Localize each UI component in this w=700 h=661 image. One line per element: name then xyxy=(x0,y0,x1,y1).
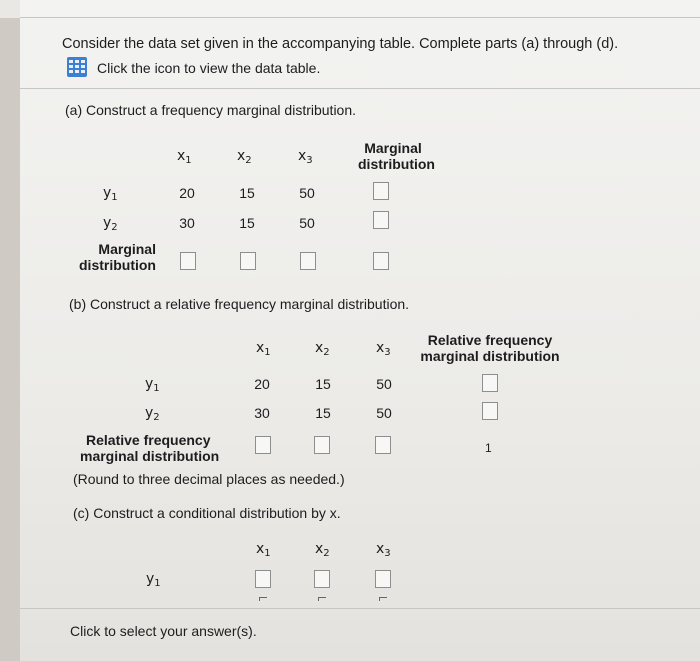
part-a-col-x2: $x_2$ xyxy=(237,148,252,166)
rounding-note: (Round to three decimal places as needed.) xyxy=(73,471,345,487)
part-b-col-x1: $x_1$ xyxy=(256,340,271,358)
part-a-col-x1: $x_1$ xyxy=(177,148,192,166)
section-divider xyxy=(20,88,700,89)
part-b-row-y2: $y_2$ xyxy=(145,405,160,423)
question-text: Consider the data set given in the accompanying table. Complete parts (a) through (d). xyxy=(62,36,619,52)
part-b-total: 1 xyxy=(485,441,492,455)
part-c-col-x1: $x_1$ xyxy=(256,541,271,559)
answer-box-a-y2[interactable] xyxy=(373,211,389,229)
part-b-col-x3: $x_3$ xyxy=(376,340,391,358)
fraction-bar-c-x3 xyxy=(379,597,387,598)
part-b-row-marginal-label: Relative frequency marginal distribution xyxy=(80,432,220,464)
answer-box-b-x3[interactable] xyxy=(375,436,391,454)
part-b-row-y1: $y_1$ xyxy=(145,376,160,394)
answer-box-a-y1[interactable] xyxy=(373,182,389,200)
part-a-row-y1: $y_1$ xyxy=(103,185,118,203)
part-a-col-x3: $x_3$ xyxy=(298,148,313,166)
select-answer-prompt[interactable]: Click to select your answer(s). xyxy=(70,623,257,639)
part-a-cell: 50 xyxy=(299,215,315,231)
answer-box-a-x1[interactable] xyxy=(180,252,196,270)
part-a-title: (a) Construct a frequency marginal distribution. xyxy=(65,102,357,118)
part-c-title: (c) Construct a conditional distribution by x. xyxy=(73,505,341,521)
data-table-icon[interactable] xyxy=(67,57,87,77)
answer-box-a-x2[interactable] xyxy=(240,252,256,270)
answer-box-a-total[interactable] xyxy=(373,252,389,270)
fraction-tick xyxy=(259,597,260,601)
answer-box-b-y2[interactable] xyxy=(482,402,498,420)
part-a-cell: 15 xyxy=(239,185,255,201)
part-a-row-y2: $y_2$ xyxy=(103,215,118,233)
fraction-tick xyxy=(379,597,380,601)
part-b-col-marginal-label: Relative frequency marginal distribution xyxy=(420,332,560,364)
part-a-cell: 15 xyxy=(239,215,255,231)
answer-box-c-x2[interactable] xyxy=(314,570,330,588)
fraction-bar-c-x1 xyxy=(259,597,267,598)
top-divider xyxy=(20,17,700,18)
fraction-bar-c-x2 xyxy=(318,597,326,598)
part-b-cell: 50 xyxy=(376,405,392,421)
part-b-cell: 30 xyxy=(254,405,270,421)
part-b-cell: 15 xyxy=(315,376,331,392)
fraction-tick xyxy=(318,597,319,601)
part-a-cell: 20 xyxy=(179,185,195,201)
answer-box-c-x3[interactable] xyxy=(375,570,391,588)
part-a-cell: 50 xyxy=(299,185,315,201)
view-data-table-link[interactable]: Click the icon to view the data table. xyxy=(97,60,321,76)
part-a-cell: 30 xyxy=(179,215,195,231)
part-b-title: (b) Construct a relative frequency marginal distribution. xyxy=(69,296,410,312)
answer-box-b-x1[interactable] xyxy=(255,436,271,454)
part-c-col-x3: $x_3$ xyxy=(376,541,391,559)
footer-divider xyxy=(20,608,700,609)
part-a-row-marginal-label: Marginal distribution xyxy=(79,241,156,273)
answer-box-c-x1[interactable] xyxy=(255,570,271,588)
part-b-cell: 50 xyxy=(376,376,392,392)
part-b-cell: 20 xyxy=(254,376,270,392)
question-panel xyxy=(20,0,700,661)
answer-box-b-x2[interactable] xyxy=(314,436,330,454)
part-a-col-marginal-label: Marginal distribution xyxy=(358,140,435,172)
answer-box-a-x3[interactable] xyxy=(300,252,316,270)
part-c-col-x2: $x_2$ xyxy=(315,541,330,559)
part-b-cell: 15 xyxy=(315,405,331,421)
part-c-row-y1: $y_1$ xyxy=(146,571,161,589)
part-b-col-x2: $x_2$ xyxy=(315,340,330,358)
answer-box-b-y1[interactable] xyxy=(482,374,498,392)
